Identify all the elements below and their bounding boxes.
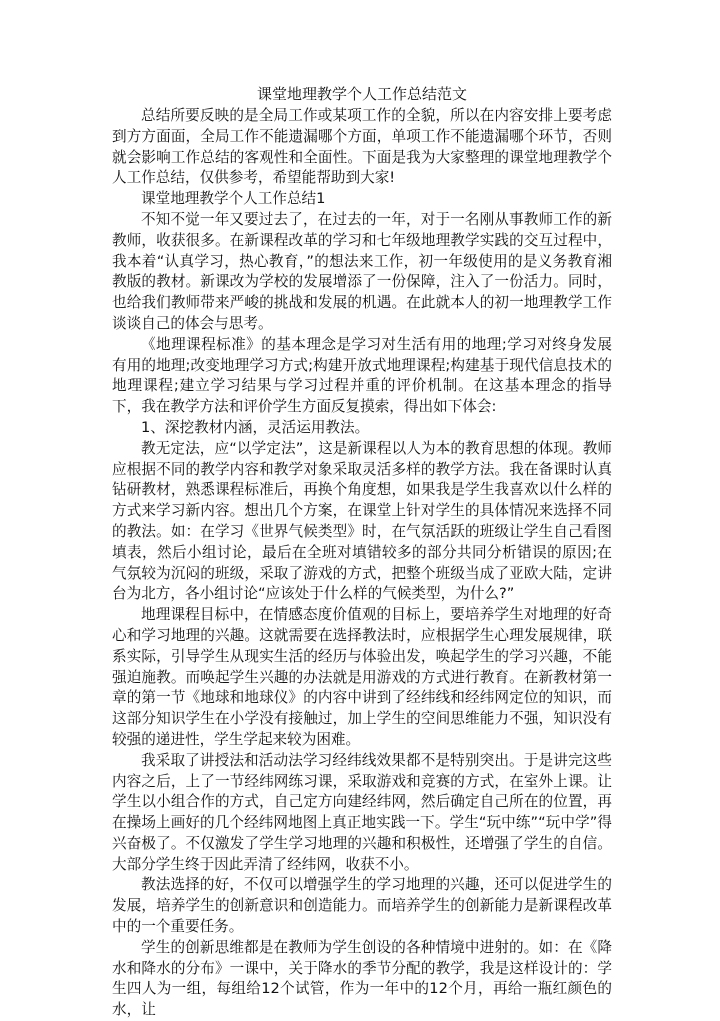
intro-paragraph: 总结所要反映的是全局工作或某项工作的全貌，所以在内容安排上要考虑到方方面面，全局工作不能遗漏哪个方面，单项工作不能遗漏哪个环节，否则就会影响工作总结的客观性和全面性。下面是我为大家整理的课堂地理教学个人工作总结，仅供参考，希望能帮助到大家! bbox=[112, 107, 612, 187]
document-title: 课堂地理教学个人工作总结范文 bbox=[256, 85, 467, 103]
body-paragraph: 《地理课程标准》的基本理念是学习对生活有用的地理;学习对终身发展有用的地理;改变地理学习方式;构建开放式地理课程;构建基于现代信息技术的地理课程;建立学习结果与学习过程并重的评价机制。在这基本理念的指导下，我在教学方法和评价学生方面反复摸索，得出如下体会: bbox=[112, 335, 612, 416]
body-paragraph: 教无定法，应“以学定法”，这是新课程以人为本的教育思想的体现。教师应根据不同的教学内容和教学对象采取灵活多样的教学方法。我在备课时认真钻研教材，熟悉课程标准后，再换个角度想，如果我是学生我喜欢以什么样的方式来学习新内容。想出几个方案，在课堂上针对学生的具体情况来选择不同的教法。如：在学习《世界气候类型》时，在气氛活跃的班级让学生自己看图填表，然后小组讨论，最后在全班对填错较多的部分共同分析错误的原因;在气氛较为沉闷的班级，采取了游戏的方式，把整个班级当成了亚欧大陆，定讲台为北方，各小组讨论“应该处于什么样的气候类型，为什么?” bbox=[112, 439, 612, 603]
document-page bbox=[112, 84, 612, 1021]
body-paragraph: 学生的创新思维都是在教师为学生创设的各种情境中进射的。如：在《降水和降水的分布》一课中，关于降水的季节分配的教学，我是这样设计的：学生四人为一组，每组给12个试管，作为一年中的12个月，再给一瓶红颜色的水，让 bbox=[112, 938, 612, 1019]
body-paragraph: 教法选择的好，不仅可以增强学生的学习地理的兴趣，还可以促进学生的发展，培养学生的创新意识和创造能力。而培养学生的创新能力是新课程改革中的一个重要任务。 bbox=[112, 876, 612, 936]
body-paragraph: 我采取了讲授法和活动法学习经纬线效果都不是特别突出。于是讲完这些内容之后，上了一节经纬网练习课，采取游戏和竞赛的方式，在室外上课。让学生以小组合作的方式，自己定方向建经纬网，然后确定自己所在的位置，再在操场上画好的几个经纬网地图上真正地实践一下。学生“玩中练”“玩中学”得兴奋极了。不仅激发了学生学习地理的兴趣和积极性，还增强了学生的自信。大部分学生终于因此弄清了经纬网，收获不小。 bbox=[112, 751, 612, 873]
section-heading: 课堂地理教学个人工作总结1 bbox=[141, 190, 326, 208]
body-paragraph: 不知不觉一年又要过去了，在过去的一年，对于一名刚从事教师工作的新教师，收获很多。在新课程改革的学习和七年级地理教学实践的交互过程中，我本着“认真学习，热心教育，”的想法来工作，初一年级使用的是义务教育湘教版的教材。新课改为学校的发展增添了一份保障，注入了一份活力。同时，也给我们教师带来严峻的挑战和发展的机遇。在此就本人的初一地理教学工作谈谈自己的体会与思考。 bbox=[112, 210, 612, 332]
body-paragraph: 地理课程目标中，在情感态度价值观的目标上，要培养学生对地理的好奇心和学习地理的兴趣。这就需要在选择教法时，应根据学生心理发展规律，联系实际，引导学生从现实生活的经历与体验出发，唤起学生的学习兴趣，不能强迫施教。而唤起学生兴趣的办法就是用游戏的方式进行教育。在新教材第一章的第一节《地球和地球仪》的内容中讲到了经纬线和经纬网定位的知识，而这部分知识学生在小学没有接触过，加上学生的空间思维能力不强，知识没有较强的递进性，学生学起来较为困难。 bbox=[112, 606, 612, 748]
subheading: 1、深挖教材内涵，灵活运用教法。 bbox=[141, 418, 370, 436]
